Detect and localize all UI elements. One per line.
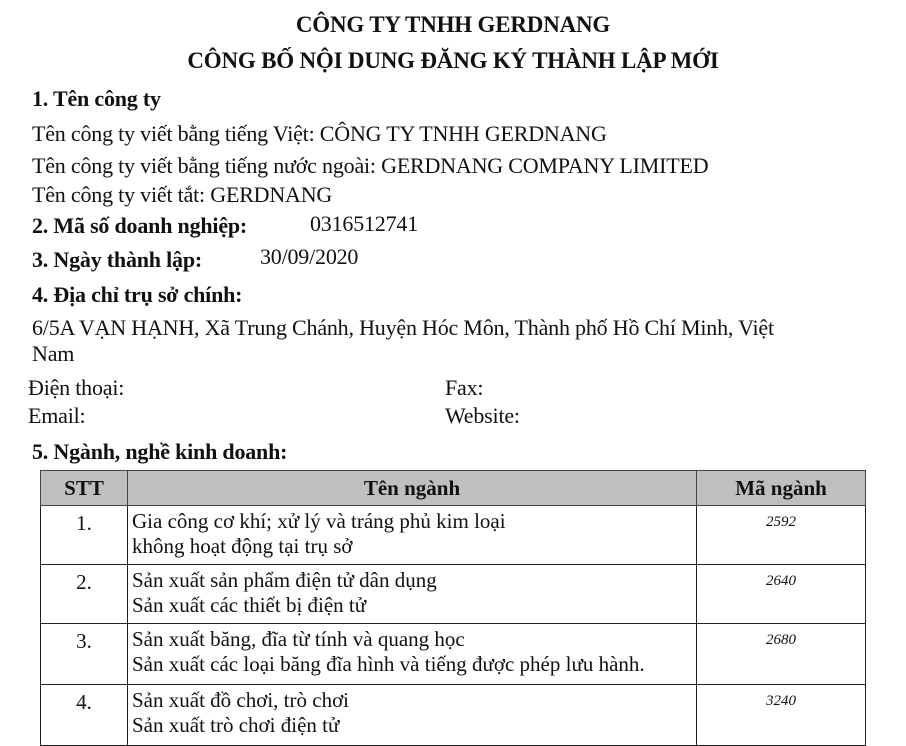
table-row: [41, 506, 866, 565]
column-header-stt: STT: [41, 471, 128, 506]
row-name-line2: Sản xuất trò chơi điện tử: [132, 713, 340, 737]
address-line2: Nam: [32, 341, 75, 366]
row-code: 2592: [697, 506, 866, 565]
table-header-row: [41, 471, 866, 506]
foreign-name: Tên công ty viết bằng tiếng nước ngoài: GERDNANG COMPANY LIMITED: [32, 153, 709, 178]
phone-label: Điện thoại:: [28, 375, 125, 400]
row-name-line1: Sản xuất băng, đĩa từ tính và quang học: [132, 627, 465, 651]
founding-date-label: 3. Ngày thành lập:: [32, 247, 202, 272]
company-title: CÔNG TY TNHH GERDNANG: [295, 12, 611, 37]
business-code-label: 2. Mã số doanh nghiệp:: [32, 213, 248, 238]
section-company-name-heading: 1. Tên công ty: [32, 86, 161, 111]
row-name-line1: Gia công cơ khí; xử lý và tráng phủ kim loại: [132, 509, 506, 533]
row-name: [128, 624, 697, 685]
table-row: [41, 624, 866, 685]
row-name: [128, 506, 697, 565]
row-code: 3240: [697, 685, 866, 746]
email-label: Email:: [28, 403, 86, 428]
address-heading: 4. Địa chỉ trụ sở chính:: [32, 282, 243, 307]
table-row: [41, 565, 866, 624]
row-name-line2: Sản xuất các thiết bị điện tử: [132, 593, 367, 617]
row-code: 2640: [697, 565, 866, 624]
row-name-line1: Sản xuất đồ chơi, trò chơi: [132, 688, 350, 712]
table-row: [41, 685, 866, 746]
document-title: CÔNG BỐ NỘI DUNG ĐĂNG KÝ THÀNH LẬP MỚI: [187, 48, 719, 73]
column-header-code: Mã ngành: [697, 471, 866, 506]
business-lines-table: [40, 470, 866, 746]
business-code-value: 0316512741: [310, 211, 419, 236]
row-code: 2680: [697, 624, 866, 685]
row-stt: 4.: [41, 685, 128, 746]
website-label: Website:: [445, 403, 520, 428]
row-name: [128, 685, 697, 746]
fax-label: Fax:: [445, 375, 484, 400]
row-name-line2: không hoạt động tại trụ sở: [132, 534, 353, 558]
row-stt: 2.: [41, 565, 128, 624]
vietnamese-name: Tên công ty viết bằng tiếng Việt: CÔNG TY TNHH GERDNANG: [32, 121, 607, 146]
row-stt: 1.: [41, 506, 128, 565]
business-lines-heading: 5. Ngành, nghề kinh doanh:: [32, 439, 288, 464]
row-name: [128, 565, 697, 624]
row-name-line2: Sản xuất các loại băng đĩa hình và tiếng được phép lưu hành.: [132, 652, 645, 676]
row-stt: 3.: [41, 624, 128, 685]
address-line1: 6/5A VẠN HẠNH, Xã Trung Chánh, Huyện Hóc Môn, Thành phố Hồ Chí Minh, Việt: [32, 315, 774, 340]
founding-date-value: 30/09/2020: [260, 244, 359, 269]
short-name: Tên công ty viết tắt: GERDNANG: [32, 182, 333, 207]
column-header-name: Tên ngành: [128, 471, 697, 506]
row-name-line1: Sản xuất sản phẩm điện tử dân dụng: [132, 568, 437, 592]
